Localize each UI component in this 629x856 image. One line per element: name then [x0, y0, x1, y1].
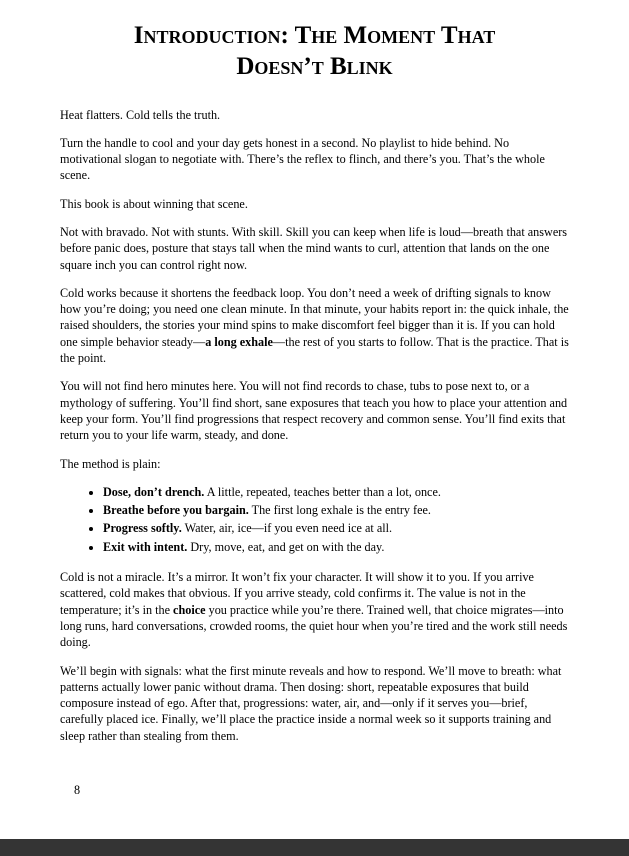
paragraph-feedback-loop-text: Cold works because it shortens the feedback loop. You don’t need a week of drifting signals to know how you’re doing; you need one clean minute. In that minute, your habits report in: the quick inhale, the raised shoulders, the stories your mind spins to make discomfort feel bigger than it is. If you can hold one simple behavior steady—	[60, 285, 569, 349]
list-item-breathe-lead: Breathe before you bargain.	[103, 503, 249, 518]
list-item-exit	[103, 539, 569, 555]
list-item-dose-lead: Dose, don’t drench.	[103, 484, 205, 499]
method-list	[60, 484, 569, 555]
list-item-dose-text: A little, repeated, teaches better than a lot, once.	[204, 484, 441, 499]
chapter-title	[60, 20, 569, 83]
list-item-exit-text: Dry, move, eat, and get on with the day.	[187, 539, 385, 554]
paragraph-handle: Turn the handle to cool and your day gets honest in a second. No playlist to hide behind. No motivational slogan to negotiate with. There’s the reflex to flinch, and there’s you. That’s the whole scene.	[60, 135, 545, 183]
paragraph-skill: Not with bravado. Not with stunts. With skill. Skill you can keep when life is loud—breath that answers before panic does, posture that stays tall when the mind wants to curl, attention that lands on the one square inch you can control right now.	[60, 224, 568, 272]
paragraph-mirror-tail: you practice while you’re there. Trained well, that choice migrates—into long runs, hard conversations, crowded rooms, the quiet hour when you’re tired and the work still needs doing.	[60, 602, 568, 650]
paragraph-feedback-loop-emphasis: a long exhale	[205, 334, 273, 349]
paragraph-mirror-text: Cold is not a miracle. It’s a mirror. It won’t fix your character. It will show it to you. If you arrive scattered, cold makes that obvious. If you arrive steady, cold confirms it. The value is not in the temperature; it’s in the	[60, 570, 534, 617]
list-item-breathe-text: The first long exhale is the entry fee.	[248, 503, 431, 518]
list-item-exit-lead: Exit with intent.	[103, 539, 188, 554]
paragraph-feedback-loop	[60, 285, 569, 366]
paragraph-roadmap: We’ll begin with signals: what the first minute reveals and how to respond. We’ll move to breath: what patterns actually lower panic without drama. Then dosing: short, repeatable exposures that build composure instead of ego. After that, progressions: water, air, and—only if it serves you—brief, carefully placed ice. Finally, we’ll place the practice inside a normal week so it supports training and sleep rather than stealing from them.	[60, 663, 562, 743]
list-item-progress-lead: Progress softly.	[103, 521, 182, 536]
list-item-progress	[103, 520, 569, 536]
chapter-title-line1-rest: The Moment That	[288, 22, 496, 49]
list-item-dose	[103, 484, 569, 500]
chapter-title-lead: Introduction:	[133, 22, 289, 49]
paragraph-mirror	[60, 569, 569, 650]
paragraph-feedback-loop-tail: —the rest of you starts to follow. That is the practice. That is the point.	[60, 334, 569, 366]
viewer-bottom-bar	[0, 839, 629, 856]
paragraph-mirror-emphasis: choice	[173, 602, 206, 617]
paragraph-thesis: This book is about winning that scene.	[60, 196, 248, 211]
page-number: 8	[74, 783, 81, 797]
chapter-title-line2: Doesn’t Blink	[236, 53, 393, 81]
paragraph-hook: Heat flatters. Cold tells the truth.	[60, 107, 221, 122]
list-item-breathe	[103, 502, 569, 518]
paragraph-no-heroics: You will not find hero minutes here. You will not find records to chase, tubs to pose next to, or a mythology of suffering. You’ll find short, sane exposures that teach you how to place your attention and keep your form. You’ll find progressions that respect recovery and common sense. You’ll find exits that return you to your life warm, steady, and done.	[60, 379, 568, 443]
paragraph-method-intro: The method is plain:	[60, 456, 161, 471]
list-item-progress-text: Water, air, ice—if you even need ice at all.	[181, 521, 393, 536]
